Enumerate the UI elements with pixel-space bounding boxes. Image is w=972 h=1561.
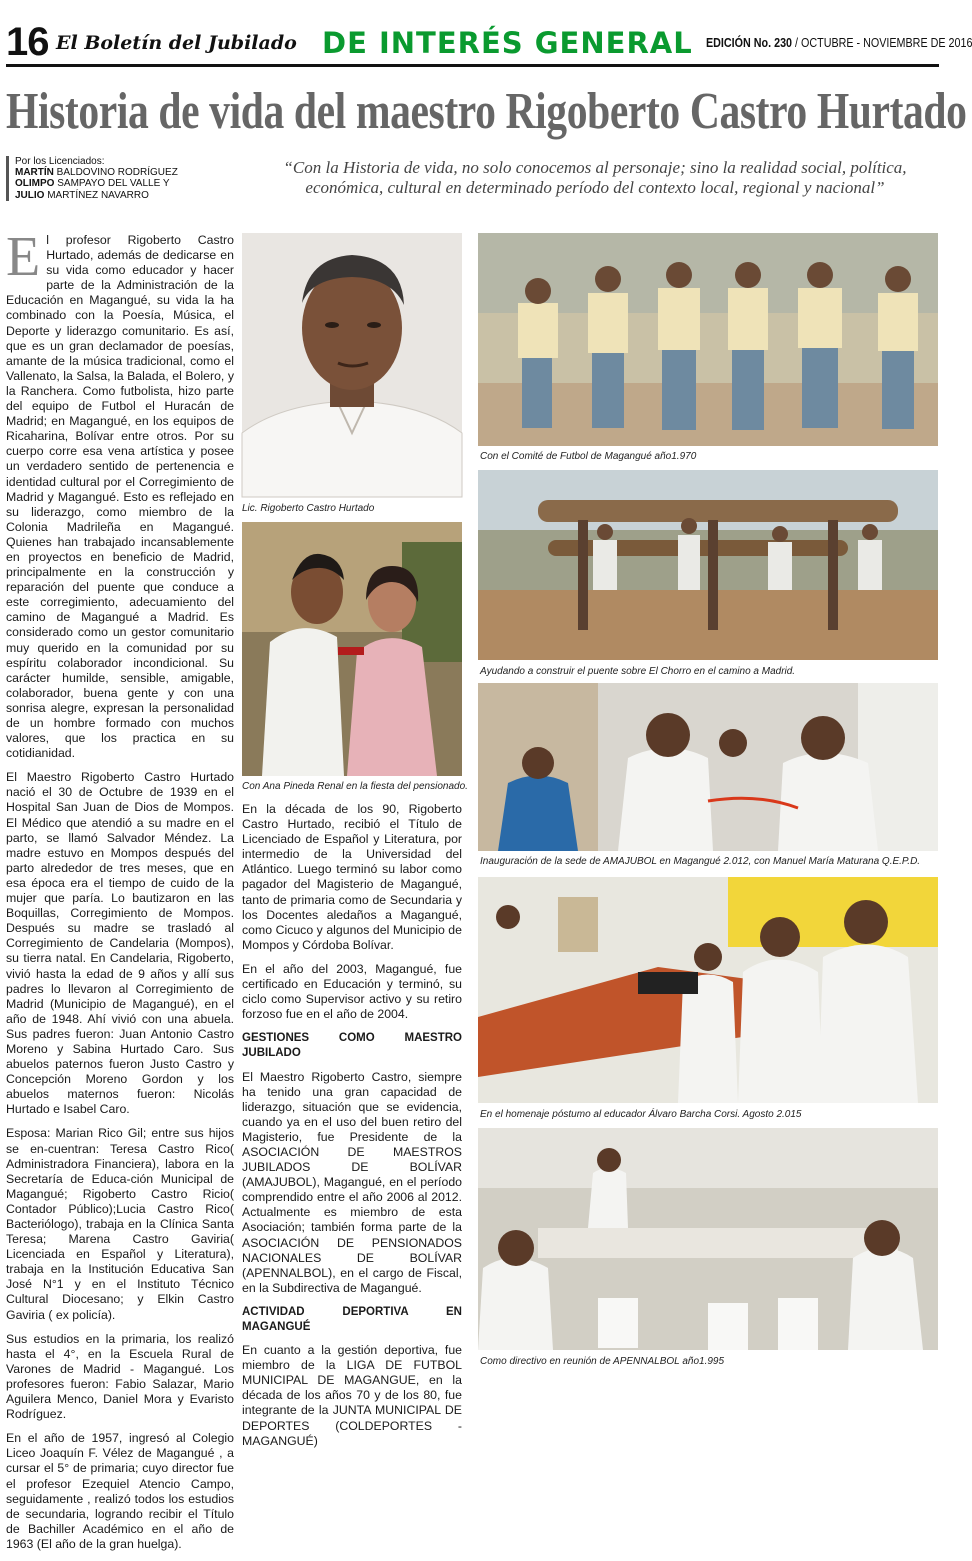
- byline: [6, 156, 205, 201]
- byline-author: OLIMPO SAMPAYO DEL VALLE Y: [15, 178, 170, 190]
- edition-label: EDICIÓN No. 230: [706, 36, 793, 50]
- paragraph: En la década de los 90, Rigoberto Castro Hurtado, recibió el Título de Licenciado de Español y Literatura, por intermedio de la Universidad del Atlántico. Luego terminó su labor como pagador del Magisterio de Magangué, tanto de primaria como de Secundaria y los Docentes aledaños a Magangué, como Cicuco y algunos del Municipio de Mompos y Córdoba Bolívar.: [242, 802, 462, 952]
- header-rule: [6, 64, 939, 67]
- article-column-2: [242, 802, 462, 1458]
- paragraph: En el año del 2003, Magangué, fue certificado en Educación y terminó, su ciclo como Supervisor activo y su retiro forzoso fue en el año de 2004.: [242, 961, 462, 1022]
- inauguration-photo: [478, 683, 938, 851]
- portrait-photo: [242, 233, 462, 497]
- paragraph: El Maestro Rigoberto Castro Hurtado nació el 30 de Octubre de 1939 en el Hospital San Juan de Dios de Mompos. El Médico que atendió a su madre en el parto, se llamó Salvador Méndez. La madre estuvo en Mompos después del parto alrededor de tres meses, que en esa época era el tiempo de cuido de la mujer que paría. Lo bautizaron en las Boquillas, Corregimiento de Mompos. Después su madre se trasladó al Corregimiento de Candelaria (Mompos), su tierra natal. En Candelaria, Rigoberto, vivió hasta la edad de 9 años y allí sus padres lo llevaron al Corregimiento de Madrid (Municipio de Magangué), en el año de 1948. Ahí vivió con una abuela. Sus padres fueron: Juan Antonio Castro Moreno y Sabina Hurtado Caro. Sus abuelos paternos fueron Justo Castro y Concepción Moreno Gordon y los abuelos maternos fueron: Nicolás Hurtado e Isabel Caro.: [6, 770, 234, 1117]
- subheading: ACTIVIDAD DEPORTIVA EN MAGANGUÉ: [242, 1305, 462, 1333]
- bridge-photo: [478, 470, 938, 660]
- article-headline: Historia de vida del maestro Rigoberto Castro Hurtado: [6, 83, 967, 140]
- meeting-photo: [478, 1128, 938, 1350]
- subheading: GESTIONES COMO MAESTRO JUBILADO: [242, 1032, 462, 1060]
- byline-intro: Por los Licenciados:: [15, 156, 105, 167]
- photo-caption: Como directivo en reunión de APENNALBOL año1.995: [480, 1356, 725, 1367]
- committee-photo: [478, 233, 938, 446]
- paragraph: Esposa: Marian Rico Gil; entre sus hijos se en-cuentran: Teresa Castro Rico( Administradora Financiera), labora en la Secretaría de Educa-ción Municipal de Magangué; Rigoberto Castro Ricio( Contador Público);Lucia Castro Rico( Bacteriólogo), trabaja en la Clínica Santa Teresa; Marena Castro Gaviria( Licenciada en Español y Literatura), trabaja en la Institución Educativa San José N°1 y en el Instituto Técnico Cultural Diocesano; y Elkin Castro Gaviria ( ex policía).: [6, 1126, 234, 1322]
- photo-caption: Con el Comité de Futbol de Magangué año1.970: [480, 451, 697, 462]
- edition-info: [706, 35, 972, 51]
- photo-caption: Con Ana Pineda Renal en la fiesta del pensionado.: [242, 781, 468, 792]
- byline-author: JULIO MARTÍNEZ NAVARRO: [15, 189, 149, 201]
- pull-quote: “Con la Historia de vida, no solo conocemos al personaje; sino la realidad social, política, económica, cultural en determinado período del contexto local, regional y nacional”: [283, 158, 907, 197]
- photo-caption: Ayudando a construir el puente sobre El Chorro en el camino a Madrid.: [480, 666, 796, 677]
- photo-caption: Lic. Rigoberto Castro Hurtado: [242, 503, 375, 514]
- paragraph: Sus estudios en la primaria, los realizó hasta el 4°, en la Escuela Rural de Varones de Madrid - Magangué. Los profesores fueron: Fabio Salazar, Mario Aguilera Menco, Daniel Mora y Evaristo Rodríguez.: [6, 1331, 234, 1422]
- edition-date: / OCTUBRE - NOVIEMBRE DE 2016: [795, 36, 972, 50]
- article-column-1: [6, 226, 234, 1561]
- drop-cap: E: [6, 226, 41, 288]
- section-title: DE INTERÉS GENERAL: [322, 26, 693, 60]
- paragraph: El Maestro Rigoberto Castro, siempre ha tenido una gran capacidad de liderazgo, situación que se evidencia, cuando ya en el uso del buen retiro del Magisterio, fue Presidente de la ASOCIACIÓN DE MAESTROS JUBILADOS DE BOLÍVAR (AMAJUBOL), Magangué, en el período comprendido entre el año 2006 al 2012. Actualmente es miembro de esta Asociación; también forma parte de la ASOCIACIÓN DE PENSIONADOS NACIONALES DE BOLÍVAR (APENNALBOL), en el cargo de Fiscal, en la Subdirectiva de Magangué.: [242, 1069, 462, 1295]
- paragraph: En el año de 1957, ingresó al Colegio Liceo Joaquín F. Vélez de Magangué , a cursar el 5° de primaria; cuyo director fue el profesor Ezequiel Atencio Campo, seguidamente , realizó todos los estudios de secundaria, logrando recibir el Título de Bachiller Académico en el año de 1963 (El año de la gran huelga).: [6, 1431, 234, 1551]
- paragraph: En cuanto a la gestión deportiva, fue miembro de la LIGA DE FUTBOL MUNICIPAL DE MAGANGUE, en la década de los años 70 y de los 80, fue integrante de la JUNTA MUNICIPAL DE DEPORTES (COLDEPORTES - MAGANGUÉ): [242, 1343, 462, 1448]
- byline-author: MARTÍN BALDOVINO RODRÍGUEZ: [15, 167, 178, 179]
- couple-photo: [242, 522, 462, 776]
- photo-caption: En el homenaje póstumo al educador Álvaro Barcha Corsi. Agosto 2.015: [480, 1109, 802, 1120]
- tribute-photo: [478, 877, 938, 1103]
- newspaper-name: El Boletín del Jubilado: [56, 32, 297, 54]
- page-number: 16: [6, 20, 49, 64]
- photo-caption: Inauguración de la sede de AMAJUBOL en Magangué 2.012, con Manuel María Maturana Q.E.P.D.: [480, 856, 921, 867]
- paragraph: El profesor Rigoberto Castro Hurtado, además de dedicarse en su vida como educador y hacer parte de la Administración de la Educación en Magangué, su vida la ha combinado con la Poesía, Música, el Deporte y liderazgo comunitario. Es así, que es un gran declamador de poesías, amante de la música tradicional, como el Vallenato, la Salsa, la Balada, el Bolero, y la Ranchera. Como futbolista, hizo parte del equipo de Futbol el Huracán de Madrid; en Magangué, en los equipos de Ricaharina, Bolívar entre otros. Por su cuerpo corre esa vena artística y posee un verdadero sentido de pertenencia e identidad cultural por el Corregimiento de Madrid y Magangué. Esto es reflejado en su liderazgo, como miembro de la Colonia Madrileña en Magangué. Quienes han trabajado incansablemente en proyectos en beneficio de Madrid, principalmente en la construcción y reparación del puente que conduce a este corregimiento, adecuamiento del camino de Magangué a Madrid. Es considerado como un gestor comunitario muy querido en la comunidad por su espíritu colaborador incondicional. Su carácter humilde, sensible, amigable, colaborador, buena gente y con una sonrisa alegre, expresan la personalidad de un hombre formado con muchos valores, que los practica en su cotidianidad.: [6, 226, 234, 761]
